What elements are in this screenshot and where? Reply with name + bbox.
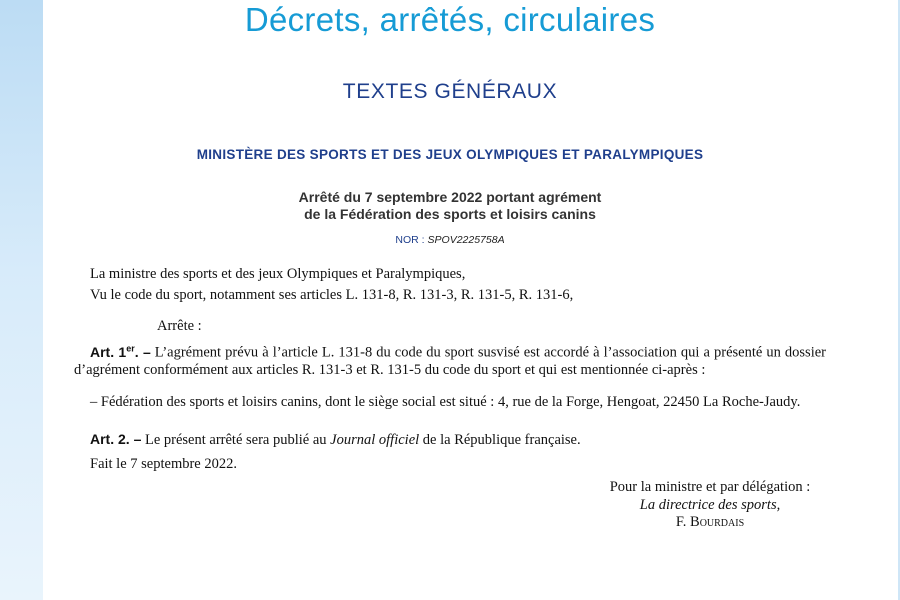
signature-name [560, 514, 860, 532]
article-1-text: L’agrément prévu à l’article L. 131-8 du code du sport susvisé est accordé à l’association qui a présenté un dossier d’agrément conformément aux articles R. 131-3 et R. 131-5 du code du sport et qui est mentionnée ci-après : [74, 344, 826, 378]
ministry-heading: MINISTÈRE DES SPORTS ET DES JEUX OLYMPIQUES ET PARALYMPIQUES [196, 147, 704, 162]
decree-title [0, 189, 900, 223]
preamble-visa: Vu le code du sport, notamment ses articles L. 131-8, R. 131-3, R. 131-5, R. 131-6, [90, 287, 574, 303]
decree-title-line1: Arrêté du 7 septembre 2022 portant agrément [298, 189, 602, 205]
nor-reference [0, 234, 900, 246]
article-1 [74, 340, 826, 379]
signature-name-initial: F. B [675, 514, 700, 530]
article-1-label-suffix: . – [134, 343, 151, 360]
article-1-item: – Fédération des sports et loisirs canins, dont le siège social est situé : 4, rue de la Forge, Hengoat, 22450 La Roche-Jaudy. [90, 394, 801, 410]
closing-date: Fait le 7 septembre 2022. [90, 456, 237, 472]
article-2-text-before: Le présent arrêté sera publié au [141, 432, 331, 448]
journal-officiel-title: Journal officiel [330, 432, 420, 448]
signature-role: La directrice des sports, [639, 496, 781, 513]
article-1-label-sup: er [126, 343, 135, 353]
article-1-label [90, 344, 151, 360]
section-title: Décrets, arrêtés, circulaires [244, 1, 656, 38]
signature-block [560, 479, 860, 532]
arrete-label: Arrête : [157, 318, 202, 334]
preamble-minister: La ministre des sports et des jeux Olympiques et Paralympiques, [90, 266, 466, 282]
nor-label: NOR : [395, 234, 428, 246]
article-1-label-text: Art. 1 [90, 343, 127, 360]
signature-name-rest: ourdais [699, 514, 745, 530]
subsection-title: TEXTES GÉNÉRAUX [342, 80, 558, 103]
article-2-text-after: de la République française. [419, 432, 581, 448]
article-2-label: Art. 2. – [90, 431, 142, 447]
signature-delegation: Pour la ministre et par délégation : [609, 479, 811, 495]
decree-title-line2: de la Fédération des sports et loisirs canins [304, 206, 596, 222]
nor-value: SPOV2225758A [427, 234, 505, 246]
article-2 [74, 431, 826, 449]
